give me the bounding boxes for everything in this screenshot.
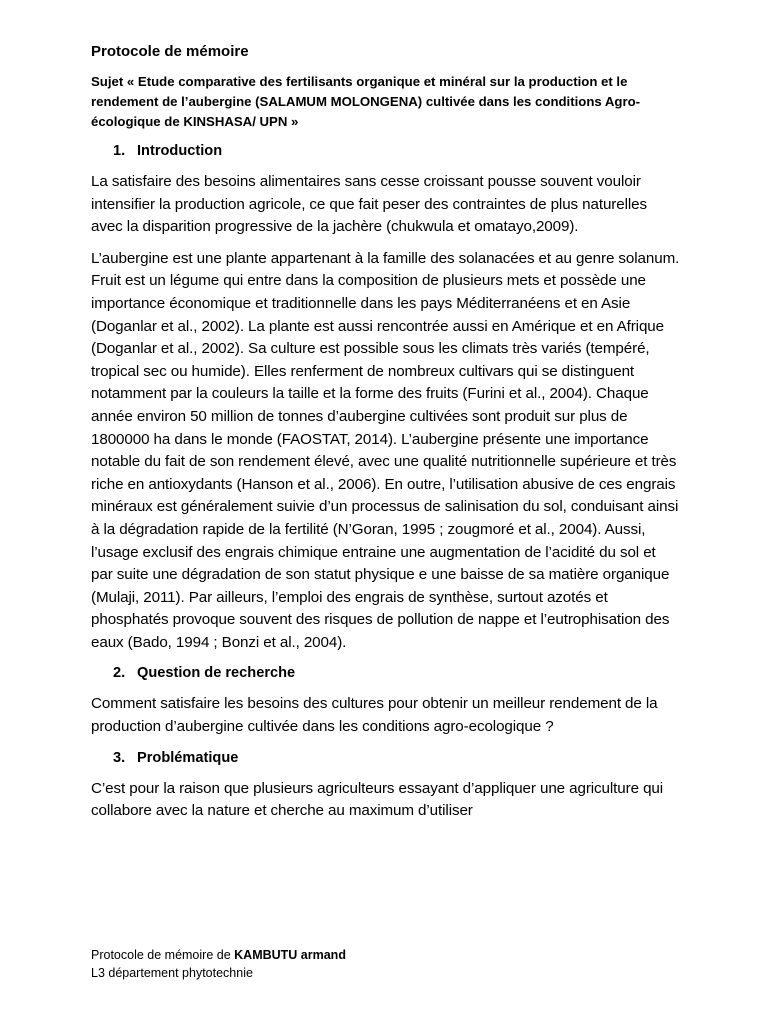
section-problematique [91,748,681,823]
section-number: 2. [113,665,126,682]
paragraph: Comment satisfaire les besoins des cultures pour obtenir un meilleur rendement de la production d’aubergine cultivée dans les conditions agro-ecologique ? [91,695,658,736]
section-title: Problématique [137,749,239,766]
section-research-question [91,663,681,738]
document-subject: Sujet « Etude comparative des fertilisants organique et minéral sur la production et le rendement de l’aubergine (SALAMUM MOLONGENA) cultivée dans les conditions Agro-écologique de KINSHASA/ UPN » [91,74,641,129]
section-title: Question de recherche [137,665,296,682]
paragraph: C’est pour la raison que plusieurs agriculteurs essayant d’appliquer une agriculture qui collabore avec la nature et cherche au maximum d’utiliser [91,779,664,820]
page-footer [91,946,346,982]
document-page [91,42,681,832]
paragraph: La satisfaire des besoins alimentaires sans cesse croissant pousse souvent vouloir intensifier la production agricole, ce que fait peser des contraintes de plus naturelles avec la disparition progressive de la jachère (chukwula et omatayo,2009). [91,173,648,236]
section-heading [91,663,681,683]
footer-line-department: L3 département phytotechnie [91,966,253,980]
section-number: 1. [113,143,126,159]
section-number: 3. [113,749,126,766]
document-title: Protocole de mémoire [91,43,249,60]
section-title: Introduction [137,143,223,159]
paragraph: L’aubergine est une plante appartenant à la famille des solanacées et au genre solanum. Fruit est un légume qui entre dans la composition de plusieurs mets et possède une importance économique et traditionnelle dans les pays Méditerranéens et en Asie (Doganlar et al., 2002). La plante est aussi rencontrée aussi en Amérique et en Afrique (Doganlar et al., 2002). Sa culture est possible sous les climats très variés (tempéré, tropical sec ou humide). Elles renferment de nombreux cultivars qui se distinguent notamment par la couleurs la taille et la forme des fruits (Furini et al., 2004). Chaque année environ 50 million de tonnes d’aubergine cultivées sont produit sur plus de 1800000 ha dans le monde (FAOSTAT, 2014). L’aubergine présente une importance notable du fait de son rendement élevé, avec une qualité nutritionnelle supérieure et très riche en antioxydants (Hanson et al., 2006). En outre, l’utilisation abusive de ces engrais minéraux est généralement suivie d’un processus de salinisation du sol, conduisant ainsi à la dégradation rapide de la fertilité (N’Goran, 1995 ; zougmoré et al., 2004). Aussi, l’usage exclusif des engrais chimique entraine une augmentation de l’acidité du sol et par suite une dégradation de son statut physique e une baisse de sa matière organique (Mulaji, 2011). Par ailleurs, l’emploi des engrais de synthèse, surtout azotés et phosphatés provoque souvent des risques de pollution de nappe et l’eutrophisation des eaux (Bado, 1994 ; Bonzi et al., 2004). [91,249,680,651]
section-heading [91,141,681,161]
footer-prefix: Protocole de mémoire de [91,948,235,962]
section-introduction [91,141,681,654]
footer-line-author [91,946,346,964]
footer-author: KAMBUTU armand [234,948,346,962]
section-heading [91,748,681,768]
